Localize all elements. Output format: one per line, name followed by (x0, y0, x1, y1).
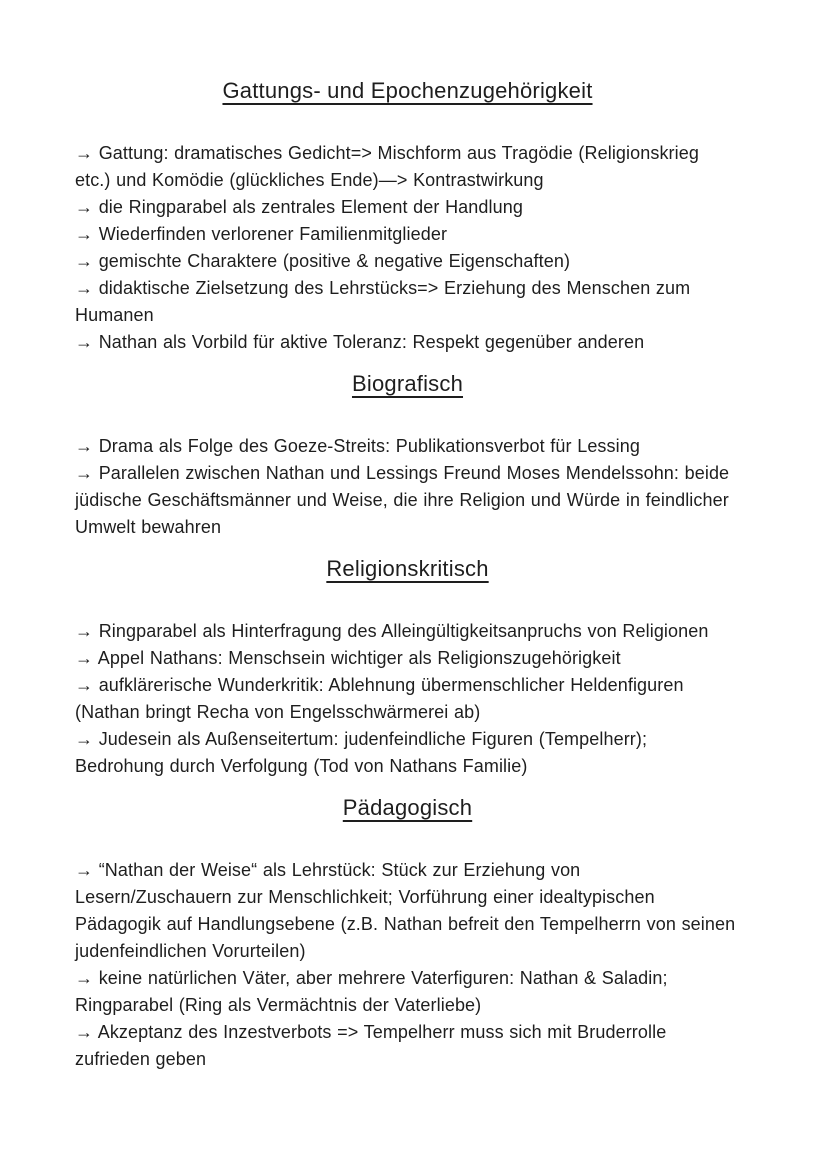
section-gattung-epoche (75, 76, 740, 356)
bullet-item: → aufklärerische Wunderkritik: Ablehnung übermenschlicher Heldenfiguren (Nathan bringt Recha von Engelsschwärmerei ab) (75, 675, 684, 722)
bullet-item: → Judesein als Außenseitertum: judenfeindliche Figuren (Tempelherr); Bedrohung durch Verfolgung (Tod von Nathans Familie) (75, 729, 648, 776)
bullet-item: → didaktische Zielsetzung des Lehrstücks=> Erziehung des Menschen zum Humanen (75, 278, 691, 325)
section-heading: Biografisch (351, 371, 464, 396)
bullet-item: → Parallelen zwischen Nathan und Lessings Freund Moses Mendelssohn: beide jüdische Geschäftsmänner und Weise, die ihre Religion und Würde in feindlicher Umwelt bewahren (75, 463, 730, 537)
bullet-item: → die Ringparabel als zentrales Element der Handlung (75, 197, 523, 217)
bullet-item: → “Nathan der Weise“ als Lehrstück: Stück zur Erziehung von Lesern/Zuschauern zur Menschlichkeit; Vorführung einer idealtypischen Pädagogik auf Handlungsebene (z.B. Nathan befreit den Tempelherrn von seinen judenfeindlichen Vorurteilen) (75, 860, 736, 961)
bullet-item: → keine natürlichen Väter, aber mehrere Vaterfiguren: Nathan & Saladin; Ringparabel (Ring als Vermächtnis der Vaterliebe) (75, 968, 668, 1015)
section-heading: Pädagogisch (342, 795, 473, 820)
section-heading: Religionskritisch (326, 556, 489, 581)
bullet-item: → gemischte Charaktere (positive & negative Eigenschaften) (75, 251, 571, 271)
section-religionskritisch (75, 554, 740, 780)
bullet-item: → Gattung: dramatisches Gedicht=> Mischform aus Tragödie (Religionskrieg etc.) und Komödie (glückliches Ende)—> Kontrastwirkung (75, 143, 699, 190)
bullet-item: → Wiederfinden verlorener Familienmitglieder (75, 224, 448, 244)
bullet-item: → Akzeptanz des Inzestverbots => Tempelherr muss sich mit Bruderrolle zufrieden geben (75, 1022, 667, 1069)
page-title: Gattungs- und Epochenzugehörigkeit (222, 78, 593, 103)
bullet-item: → Ringparabel als Hinterfragung des Alleingültigkeitsanpruchs von Religionen (75, 621, 709, 641)
section-biografisch (75, 369, 740, 541)
bullet-item: → Drama als Folge des Goeze-Streits: Publikationsverbot für Lessing (75, 436, 640, 456)
bullet-item: → Nathan als Vorbild für aktive Toleranz: Respekt gegenüber anderen (75, 332, 645, 352)
bullet-item: → Appel Nathans: Menschsein wichtiger als Religionszugehörigkeit (75, 648, 621, 668)
section-paedagogisch (75, 793, 740, 1073)
